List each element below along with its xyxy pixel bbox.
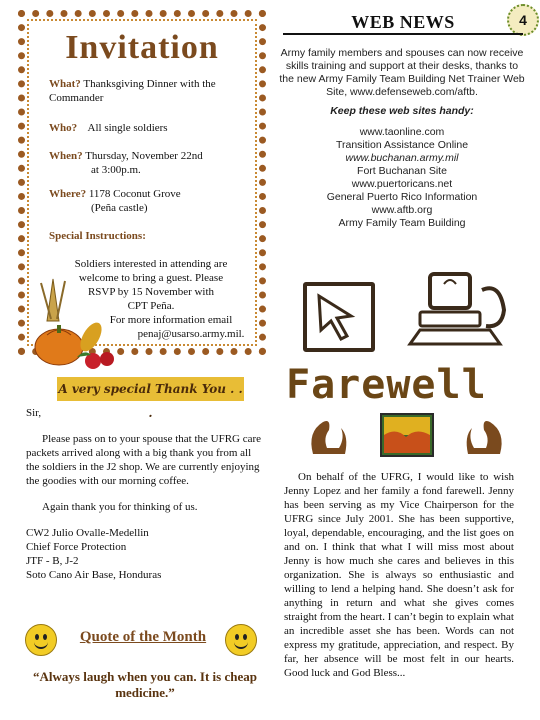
signature-line: JTF - B, J-2 [26, 555, 79, 567]
signature-line: Chief Force Protection [26, 541, 127, 553]
special-line: RSVP by 15 November with [87, 286, 215, 298]
farewell-heading: Farewell [286, 362, 487, 408]
keep-sites-heading: Keep these web sites handy: [330, 105, 474, 117]
computer-user-icon [400, 270, 518, 352]
quote-text: “Always laugh when you can. It is cheap medicine.” [33, 669, 257, 700]
special-instructions-label [49, 229, 259, 243]
harvest-clipart-icon [31, 275, 123, 373]
site-url[interactable]: www.taonline.com [359, 126, 445, 138]
site-name: General Puerto Rico Information [326, 191, 478, 203]
quote-title: Quote of the Month [79, 629, 207, 645]
thank-you-letter [26, 406, 262, 582]
site-name: Transition Assistance Online [335, 139, 469, 151]
special-line: CPT Peña. [127, 300, 175, 312]
signature-line: CW2 Julio Ovalle-Medellin [26, 527, 149, 539]
squirrel-icon [460, 414, 508, 458]
special-line: penaj@usarso.army.mil. [137, 328, 245, 340]
special-line: Soldiers interested in attending are [74, 258, 228, 270]
site-name: Army Family Team Building [338, 217, 466, 229]
letter-paragraph: Please pass on to your spouse that the UFRG care packets arrived along with a big thank you from all the soldiers in the J2 shop. We are currently enjoying the goodies with our morning coffee. [26, 433, 262, 487]
when-value-1: Thursday, November 22nd [85, 150, 203, 162]
web-news-intro: Army family members and spouses can now receive skills training and support at their desks, thanks to the new Army Family Team Building Net Trainer Web Site, www.defenseweb.com/aftb. [279, 47, 525, 98]
what-label: What? [49, 78, 81, 90]
letter-salutation: Sir, [26, 407, 42, 419]
when-label: When? [49, 150, 83, 162]
site-url[interactable]: www.puertoricans.net [351, 178, 453, 190]
title-divider [283, 33, 523, 35]
invitation-box [18, 10, 266, 355]
web-news-title: WEB NEWS [351, 12, 455, 32]
special-line: For more information email [109, 314, 233, 326]
page-number-badge: 4 [507, 4, 539, 36]
invitation-who [49, 121, 259, 135]
farewell-text [284, 470, 514, 680]
farewell-paragraph: On behalf of the UFRG, I would like to wish Jenny Lopez and her family a fond farewell. Jenny has been serving as my Vice Chairperson for the UFRG since July 2001. She has been supportive, loyal, dependable, encouraging, and the list goes on and on. I think that what I will miss most about Jenny is how much she cares and believes in this organization. She is always so enthusiastic and willing to lend a helping hand. She doesn’t ask for anything in return and what she gives comes straight from the heart. I can’t begin to explain what an incredible asset she has been. Words can not express my gratitude, appreciation, and respect. By far, her absence will be most felt in our hearts. Good luck and God Bless... [284, 471, 514, 679]
site-url[interactable]: www.buchanan.army.mil [345, 152, 459, 164]
letter-paragraph: Again thank you for thinking of us. [42, 501, 198, 513]
special-line: welcome to bring a guest. Please [78, 272, 224, 284]
invitation-title: Invitation [65, 29, 219, 66]
squirrel-icon [305, 414, 353, 458]
who-value: All single soldiers [87, 122, 168, 134]
special-label-text: Special Instructions: [49, 230, 146, 242]
invitation-where [49, 187, 259, 215]
signature-line: Soto Cano Air Base, Honduras [26, 569, 162, 581]
what-value: Thanksgiving Dinner with the Commander [49, 78, 216, 104]
where-value-1: 1178 Coconut Grove [88, 188, 181, 200]
smiley-face-icon [225, 624, 257, 656]
site-url[interactable]: www.aftb.org [371, 204, 433, 216]
invitation-what [49, 77, 259, 105]
autumn-landscape-icon [380, 413, 434, 457]
where-label: Where? [49, 188, 87, 200]
mouse-cursor-icon [303, 282, 375, 352]
site-name: Fort Buchanan Site [357, 165, 447, 177]
thank-you-banner: A very special Thank You . . . [57, 377, 244, 401]
invitation-when [49, 149, 259, 177]
who-label: Who? [49, 122, 78, 134]
where-value-2: (Peña castle) [91, 202, 148, 214]
when-value-2: at 3:00p.m. [91, 164, 141, 176]
smiley-face-icon [25, 624, 57, 656]
web-news-text [278, 47, 526, 230]
